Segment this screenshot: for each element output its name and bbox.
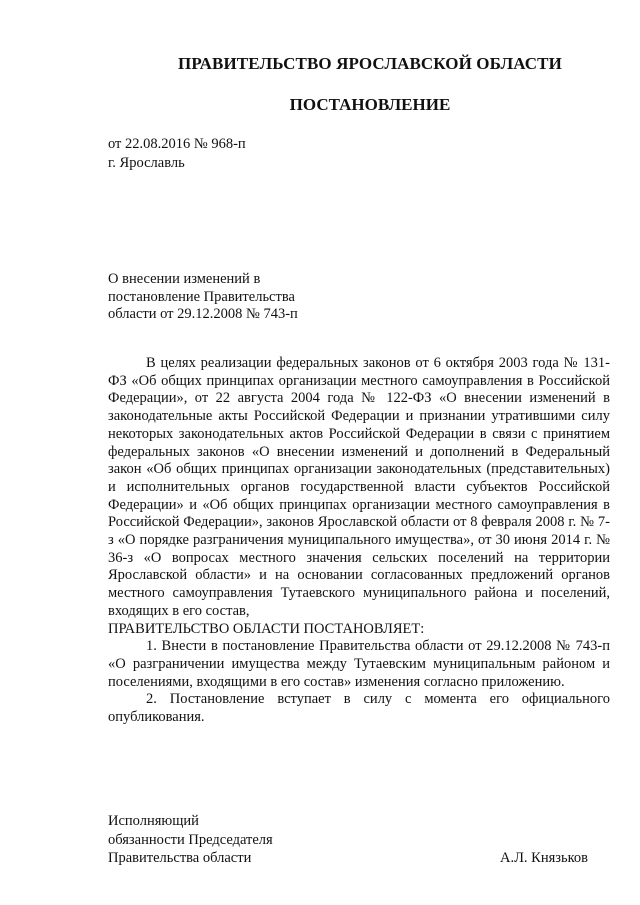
signature-last-line [108, 849, 588, 868]
subject-line: постановление Правительства [108, 288, 295, 305]
document-type-title: ПОСТАНОВЛЕНИЕ [289, 95, 451, 114]
signatory-name: А.Л. Князьков [499, 850, 588, 866]
date-number: от 22.08.2016 № 968-п [108, 136, 246, 152]
subject-line: О внесении изменений в [108, 271, 261, 287]
resolve-line: ПРАВИТЕЛЬСТВО ОБЛАСТИ ПОСТАНОВЛЯЕТ: [108, 620, 425, 637]
document-subject [108, 270, 298, 323]
signature-line: обязанности Председателя [108, 831, 273, 848]
signature-line: Исполняющий [108, 813, 199, 829]
signature-block [108, 812, 588, 868]
document-meta [108, 135, 246, 172]
preamble-paragraph: В целях реализации федеральных законов от 6 октября 2003 года № 131-ФЗ «Об общих принципах организации местного самоуправления в Российской Федерации», от 22 августа 2004 года № 122-ФЗ «О внесении изменений в законодательные акты Российской Федерации и признании утратившими силу некоторых законодательных актов Российской Федерации в связи с принятием федеральных законов «О внесении изменений и дополнений в Федеральный закон «Об общих принципах организации законодательных (представительных) и исполнительных органов государственной власти субъектов Российской Федерации» и «Об общих принципах организации местного самоуправления в Российской Федерации», законов Ярославской области от 8 февраля 2008 г. № 7-з «О порядке разграничения муниципального имущества», от 30 июня 2014 г. № 36-з «О вопросах местного значения сельских поселений на территории Ярославской области» и на основании согласованных предложений органов местного самоуправления Тутаевского муниципального района и поселений, входящих в его состав, [108, 355, 610, 619]
subject-line: области от 29.12.2008 № 743-п [108, 306, 298, 322]
signature-position: Правительства области [108, 850, 252, 866]
item-2-paragraph: 2. Постановление вступает в силу с момента его официального опубликования. [108, 691, 610, 726]
item-1-paragraph: 1. Внести в постановление Правительства области от 29.12.2008 № 743-п «О разграничении имущества между Тутаевским муниципальным районом и поселениями, входящими в его состав» изменения согласно приложению. [108, 638, 610, 690]
document-body [108, 355, 610, 727]
organization-title: ПРАВИТЕЛЬСТВО ЯРОСЛАВСКОЙ ОБЛАСТИ [178, 54, 562, 73]
city: г. Ярославль [108, 154, 185, 171]
